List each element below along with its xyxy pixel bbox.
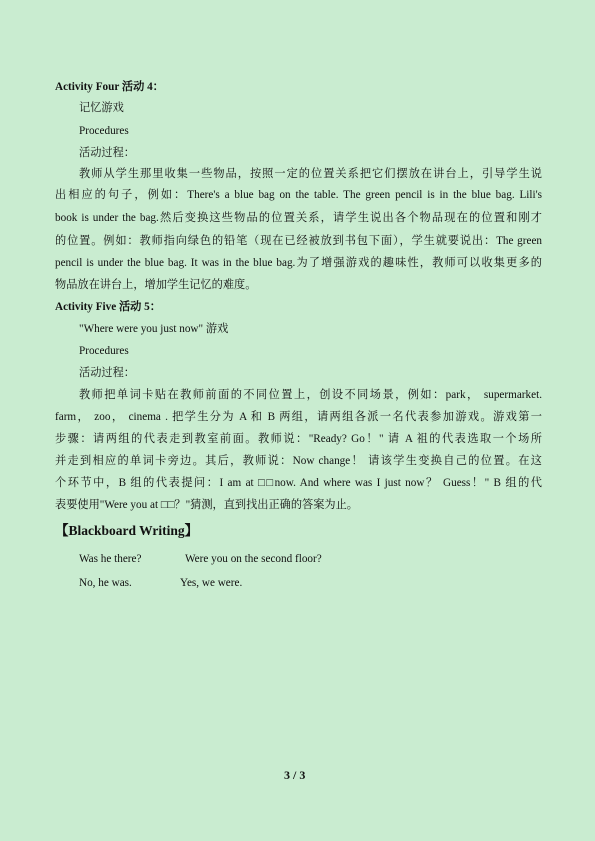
activity-four-heading: Activity Four 活动 4：	[55, 81, 164, 93]
page-number: 3 / 3	[284, 768, 306, 782]
activity-four-paragraph-line: pencil is under the blue bag. It was in the blue bag.为了增强游戏的趣味性，教师可以收集更多的	[55, 257, 542, 269]
blackboard-line: Were you on the second floor?	[185, 553, 322, 565]
activity-four-process-label: 活动过程：	[79, 147, 135, 159]
activity-five-paragraph-line: 教师把单词卡贴在教师前面的不同位置上，创设不同场景，例如：park， supermarket.	[79, 389, 542, 401]
activity-five-heading: Activity Five 活动 5：	[55, 301, 161, 313]
activity-four-paragraph-line: 教师从学生那里收集一些物品，按照一定的位置关系把它们摆放在讲台上，引导学生说	[79, 168, 542, 180]
blackboard-line: Was he there?	[79, 553, 142, 565]
activity-five-paragraph-line: 并走到相应的单词卡旁边。其后，教师说：Now change！ 请该学生变换自己的位置。在这	[55, 455, 542, 467]
activity-five-name: "Where were you just now" 游戏	[79, 323, 229, 335]
activity-four-name: 记忆游戏	[79, 102, 124, 114]
activity-four-paragraph-line: book is under the bag.然后变换这些物品的位置关系，请学生说出各个物品现在的位置和刚才	[55, 212, 542, 224]
activity-four-paragraph-line: 出相应的句子，例如：There's a blue bag on the table. The green pencil is in the blue bag. Lili's	[55, 189, 542, 201]
activity-five-paragraph-line: farm， zoo， cinema . 把学生分为 A 和 B 两组，请两组各派一名代表参加游戏。游戏第一	[55, 411, 542, 423]
activity-five-procedures: Procedures	[79, 345, 129, 357]
blackboard-line: No, he was.	[79, 577, 132, 589]
activity-four-paragraph-line: 的位置。例如：教师指向绿色的铅笔（现在已经被放到书包下面），学生就要说出：The green	[55, 235, 542, 247]
activity-five-paragraph-line: 表要使用"Were you at □□？"猜测，直到找出正确的答案为止。	[55, 499, 358, 511]
blackboard-writing-heading: 【Blackboard Writing】	[55, 523, 199, 538]
activity-five-process-label: 活动过程：	[79, 367, 135, 379]
activity-five-paragraph-line: 个环节中，B 组的代表提问：I am at □□now. And where was I just now？ Guess！" B 组的代	[55, 477, 542, 489]
activity-four-procedures: Procedures	[79, 125, 129, 137]
activity-five-paragraph-line: 步骤：请两组的代表走到教室前面。教师说："Ready? Go！" 请 A 祖的代表选取一个场所	[55, 433, 542, 445]
blackboard-line: Yes, we were.	[180, 577, 243, 589]
activity-four-paragraph-line: 物品放在讲台上，增加学生记忆的难度。	[55, 279, 257, 291]
